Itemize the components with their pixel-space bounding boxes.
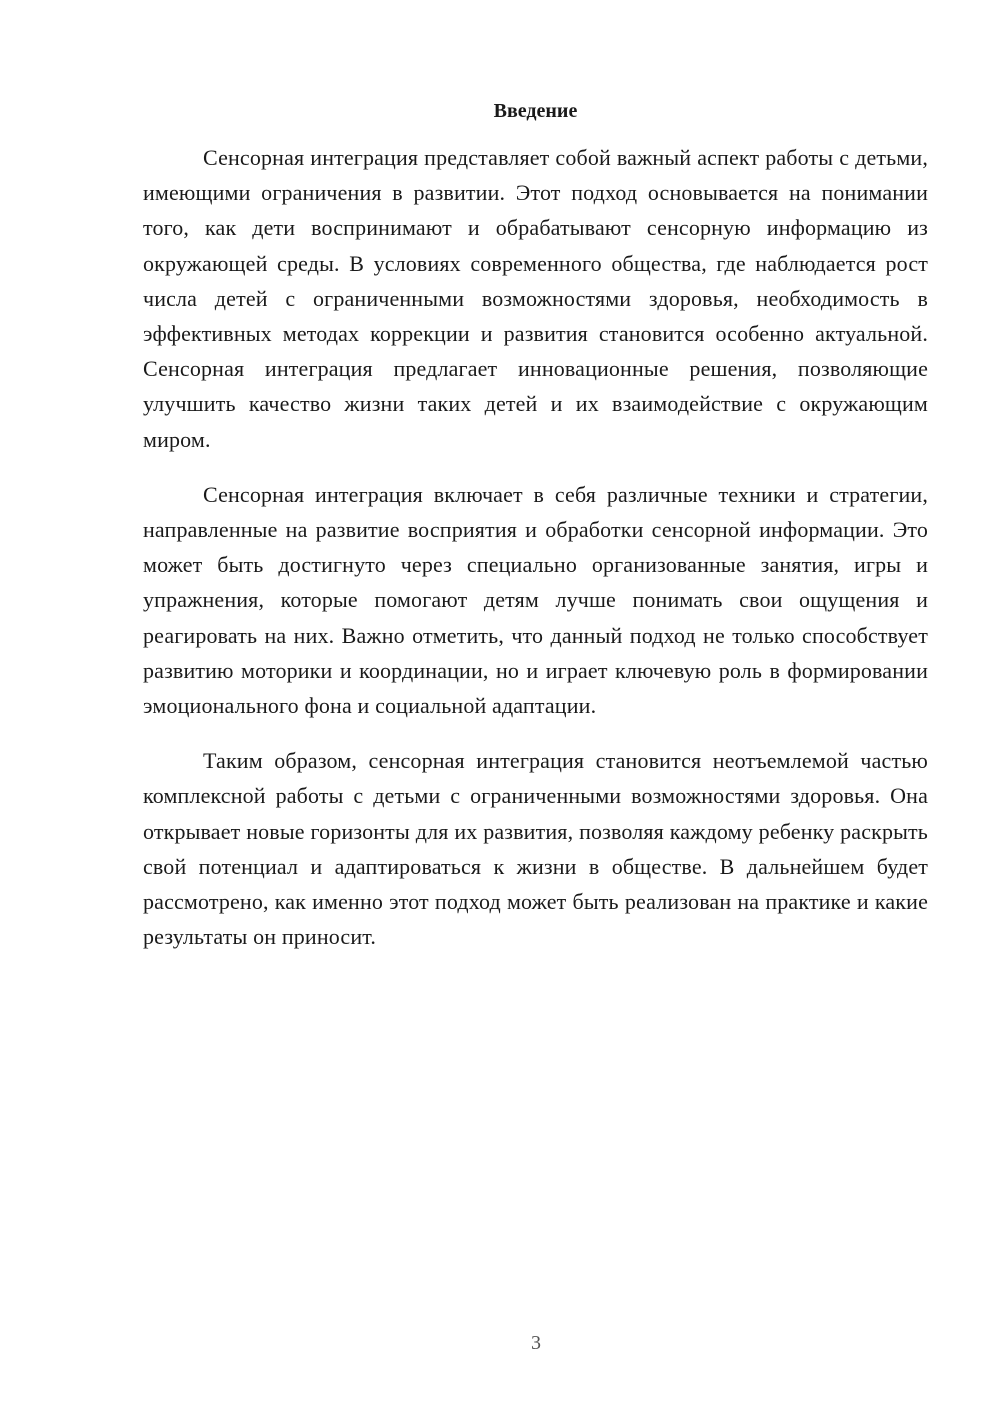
page-content — [143, 96, 928, 974]
section-heading: Введение — [493, 100, 578, 122]
paragraph-3: Таким образом, сенсорная интеграция становится неотъемлемой частью комплексной работы с детьми с ограниченными возможностями здоровья. Она открывает новые горизонты для их развития, позволяя каждому ребенку раскрыть свой потенциал и адаптироваться к жизни в обществе. В дальнейшем будет рассмотрено, как именно этот подход может быть реализован на практике и какие результаты он приносит. — [143, 748, 928, 950]
page-number: 3 — [531, 1332, 541, 1354]
paragraph-1: Сенсорная интеграция представляет собой важный аспект работы с детьми, имеющими ограничения в развитии. Этот подход основывается на понимании того, как дети воспринимают и обрабатывают сенсорную информацию из окружающей среды. В условиях современного общества, где наблюдается рост числа детей с ограниченными возможностями здоровья, необходимость в эффективных методах коррекции и развития становится особенно актуальной. Сенсорная интеграция предлагает инновационные решения, позволяющие улучшить качество жизни таких детей и их взаимодействие с окружающим миром. — [143, 145, 928, 452]
paragraph-2: Сенсорная интеграция включает в себя различные техники и стратегии, направленные на развитие восприятия и обработки сенсорной информации. Это может быть достигнуто через специально организованные занятия, игры и упражнения, которые помогают детям лучше понимать свои ощущения и реагировать на них. Важно отметить, что данный подход не только способствует развитию моторики и координации, но и играет ключевую роль в формировании эмоционального фона и социальной адаптации. — [143, 481, 928, 719]
